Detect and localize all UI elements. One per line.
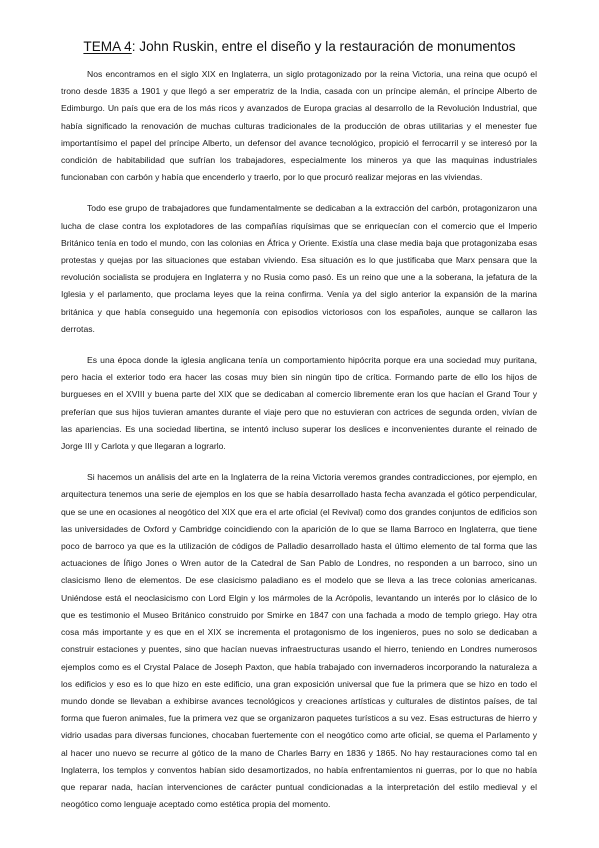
paragraph-2: Todo ese grupo de trabajadores que fundamentalmente se dedicaban a la extracción del carbón, protagonizaron una lucha de clase contra los explotadores de las compañías riquísimas que se enriquecían con el comercio que el Imperio Británico tenía en todo el mundo, con las colonias en África y Oriente. Existía una clase media baja que protagonizaba esas protestas y quejas por las situaciones que estaban viviendo. Esa situación es lo que justificaba que Marx pensara que la revolución socialista se produjera en Inglaterra y no Rusia como pasó. Es un reino que une a la soberana, la jefatura de la Iglesia y el parlamento, que proclama leyes que la reina confirma. Venía ya del siglo anterior la expansión de la marina británica y que había conseguido una hegemonía con episodios victoriosos con los españoles, aunque se callaron las derrotas.: [61, 203, 537, 334]
paragraph-3: Es una época donde la iglesia anglicana tenía un comportamiento hipócrita porque era una sociedad muy puritana, pero hacia el exterior todo era hacer las cosas muy bien sin ningún tipo de crítica. Formando parte de ello los hijos de burgueses en el XVIII y buena parte del XIX que se dedicaban al comercio libremente eran los que hacían el Grand Tour y preferían que sus hijos tuvieran amantes durante el viaje pero que no estuvieran con actrices de segunda orden, vivían de las apariencias. Es una sociedad libertina, se intentó incluso superar los deslices e inconvenientes durante el reinado de Jorge III y Carlota y que llegaran a lograrlo.: [61, 355, 537, 452]
page-title: [0, 38, 599, 56]
title-text: : John Ruskin, entre el diseño y la restauración de monumentos: [131, 39, 516, 54]
title-topic-number: TEMA 4: [83, 39, 132, 54]
paragraph-1: Nos encontramos en el siglo XIX en Inglaterra, un siglo protagonizado por la reina Victoria, una reina que ocupó el trono desde 1835 a 1901 y que llegó a ser emperatriz de la India, casada con un príncipe alemán, el príncipe Alberto de Edimburgo. Un país que era de los más ricos y avanzados de Europa gracias al desarrollo de la Revolución Industrial, que había significado la renovación de muchas culturas tradicionales de la producción de obras utilitarias y el menester fue importantísimo el papel del príncipe Alberto, un defensor del avance tecnológico, propició el ferrocarril y se interesó por la condición de habitabilidad que sufrían los trabajadores, especialmente los mineros ya que las maquinas industriales funcionaban con carbón y había que encenderlo y traerlo, por lo que procuró realizar mejoras en las viviendas.: [61, 69, 537, 183]
paragraph-4: Si hacemos un análisis del arte en la Inglaterra de la reina Victoria veremos grandes contradicciones, por ejemplo, en arquitectura tenemos una serie de ejemplos en los que se había desarrollado hasta fecha avanzada el gótico perpendicular, que se une en ocasiones al neogótico del XIX que era el arte oficial (el Revival) como dos grandes conjuntos de edificios son las universidades de Oxford y Cambridge coincidiendo con la aparición de lo que se llama Barroco en Inglaterra, que tiene poco de barroco ya que es la utilización de códigos de Palladio desarrollado hasta el último elemento de tal forma que las actuaciones de Íñigo Jones o Wren autor de la Catedral de San Pablo de Londres, no responden a un barroco, sino un clasicismo lleno de elementos. De ese clasicismo paladiano es el modelo que se lleva a las trece colonias americanas. Uniéndose está el neoclasicismo con Lord Elgin y los mármoles de la Acrópolis, levantando un interés por lo clásico de lo que es testimonio el Museo Británico construido por Smirke en 1847 con una fachada a modo de templo griego. Hay otra cosa más importante y es que en el XIX se incrementa el protagonismo de los ingenieros, pues no solo se dedicaban a construir estaciones y puentes, sino que hacían nuevas infraestructuras usando el hierro, teniendo en Londres numerosos ejemplos como es el Crystal Palace de Joseph Paxton, que había trabajado con invernaderos incorporando la naturaleza a los edificios y eso es lo que hizo en este edificio, una gran exposición universal que fue la primera que se hizo en todo el mundo donde se llevaban a exhibirse avances tecnológicos y creaciones artísticas y culturales de distintos países, de tal forma que fueron animales, fue la primera vez que se organizaron paquetes turísticos a su vez. Esas estructuras de hierro y vidrio usadas para diversas funciones, chocaban fuertemente con el neogótico como arte oficial, se quema el Parlamento y al hacer uno nuevo se recurre al gótico de la mano de Charles Barry en 1836 y 1865. No hay restauraciones como tal en Inglaterra, los templos y conventos habían sido desamortizados, no había enfrentamientos ni guerras, por lo que no había que reparar nada, hacían intervenciones de carácter puntual condicionadas a la interpretación del estilo medieval y el neogótico como lenguaje aceptado como estética propia del momento.: [61, 472, 537, 810]
document-body: [61, 66, 537, 827]
